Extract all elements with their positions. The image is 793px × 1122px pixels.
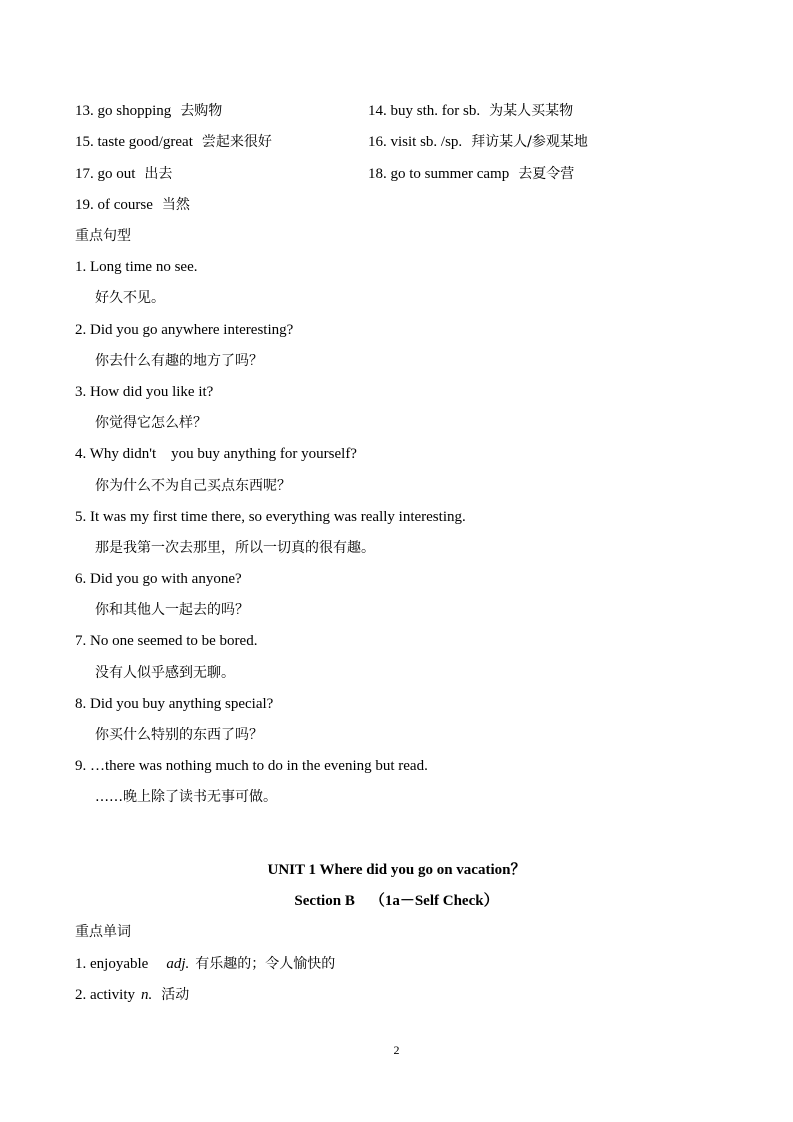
word-2 (75, 985, 189, 1005)
sentence-7-en: 7. No one seemed to be bored. (75, 633, 258, 649)
sentence-3-cn: 你觉得它怎么样？ (95, 415, 207, 431)
phrase-15-en: 15. taste good/great (75, 134, 193, 150)
phrase-17-en: 17. go out (75, 166, 136, 182)
word-2-pos: n. (141, 987, 153, 1003)
page-number: 2 (393, 1043, 400, 1057)
sentence-1-en: 1. Long time no see. (75, 259, 198, 275)
phrase-17-cn: 出去 (144, 166, 173, 182)
sentence-4-cn: 你为什么不为自己买点东西呢？ (95, 478, 291, 494)
sentence-9-cn: ……晚上除了读书无事可做。 (95, 789, 277, 805)
phrase-18-cn: 去夏令营 (518, 166, 575, 182)
phrase-13-en: 13. go shopping (75, 103, 172, 119)
word-1-pos: adj. (166, 956, 190, 972)
sentence-5-cn: 那是我第一次去那里，所以一切真的很有趣。 (95, 540, 375, 556)
phrase-18-en: 18. go to summer camp (368, 166, 510, 182)
word-1-cn: 有乐趣的；令人愉快的 (195, 956, 336, 972)
phrase-19 (75, 195, 190, 215)
word-2-en: 2. activity (75, 987, 135, 1003)
phrase-14-en: 14. buy sth. for sb. (368, 103, 481, 119)
phrase-17 (75, 164, 172, 184)
word-2-cn: 活动 (161, 987, 190, 1003)
sentence-7-cn: 没有人似乎感到无聊。 (95, 665, 235, 681)
sentence-1-cn: 好久不见。 (95, 290, 165, 306)
word-1 (75, 954, 335, 974)
sentence-8-en: 8. Did you buy anything special? (75, 696, 274, 712)
phrase-19-en: 19. of course (75, 197, 153, 213)
phrase-13-cn: 去购物 (180, 103, 223, 119)
phrase-15-cn: 尝起来很好 (201, 134, 272, 150)
sentences-heading: 重点句型 (75, 228, 131, 244)
section-title: Section B （1a－Self Check） (294, 893, 499, 909)
sentence-9-en: 9. …there was nothing much to do in the evening but read. (75, 758, 428, 774)
sentence-8-cn: 你买什么特别的东西了吗？ (95, 727, 263, 743)
phrase-19-cn: 当然 (161, 197, 190, 213)
sentence-3-en: 3. How did you like it? (75, 384, 214, 400)
sentence-4-en: 4. Why didn't you buy anything for yourself? (75, 446, 357, 462)
sentence-2-en: 2. Did you go anywhere interesting? (75, 322, 294, 338)
phrase-14 (368, 101, 573, 121)
phrase-16-en: 16. visit sb. /sp. (368, 134, 463, 150)
phrase-14-cn: 为某人买某物 (489, 103, 574, 119)
phrase-15 (75, 132, 272, 152)
phrase-18 (368, 164, 574, 184)
sentence-6-cn: 你和其他人一起去的吗？ (95, 602, 249, 618)
sentence-5-en: 5. It was my first time there, so everything was really interesting. (75, 509, 466, 525)
words-heading: 重点单词 (75, 924, 131, 940)
phrase-13 (75, 101, 222, 121)
phrase-16 (368, 132, 588, 152)
sentence-6-en: 6. Did you go with anyone? (75, 571, 242, 587)
sentence-2-cn: 你去什么有趣的地方了吗？ (95, 353, 263, 369)
unit-title: UNIT 1 Where did you go on vacation？ (267, 862, 526, 878)
word-1-en: 1. enjoyable (75, 956, 149, 972)
phrase-16-cn: 拜访某人/参观某地 (471, 134, 588, 150)
